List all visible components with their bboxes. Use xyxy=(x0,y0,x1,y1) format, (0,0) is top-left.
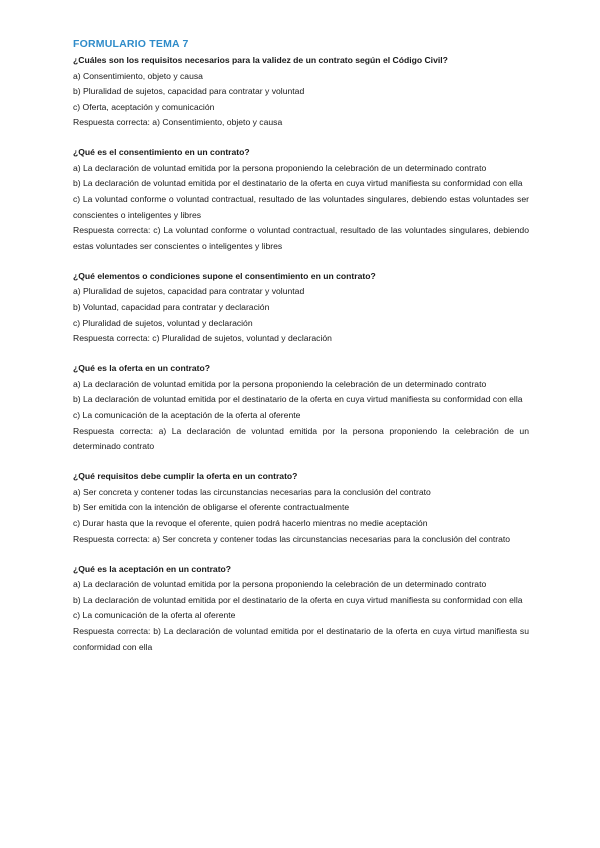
spacer xyxy=(73,547,529,562)
question-block xyxy=(73,145,529,254)
spacer xyxy=(73,455,529,470)
option-a: a) Ser concreta y contener todas las circunstancias necesarias para la conclusión del contrato xyxy=(73,486,431,497)
question-block xyxy=(73,361,529,454)
correct-answer: Respuesta correcta: a) Consentimiento, objeto y causa xyxy=(73,117,283,128)
spacer xyxy=(73,131,529,146)
question-block xyxy=(73,469,529,547)
spacer xyxy=(73,347,529,362)
correct-answer: Respuesta correcta: c) La voluntad conforme o voluntad contractual, resultado de las voluntades singulares, debiendo estas voluntades ser conscientes o inteligentes y libres xyxy=(73,225,529,251)
correct-answer: Respuesta correcta: b) La declaración de voluntad emitida por el destinatario de la oferta en cuya virtud manifiesta su conformidad con ella xyxy=(73,625,529,652)
question-text: ¿Qué es la oferta en un contrato? xyxy=(73,363,211,374)
option-b: b) La declaración de voluntad emitida por el destinatario de la oferta en cuya virtud manifiesta su conformidad con ella xyxy=(73,178,523,189)
option-c: c) Durar hasta que la revoque el oferente, quien podrá hacerlo mientras no medie aceptación xyxy=(73,517,428,528)
correct-answer: Respuesta correcta: c) Pluralidad de sujetos, voluntad y declaración xyxy=(73,333,332,344)
option-b: b) Voluntad, capacidad para contratar y declaración xyxy=(73,302,270,313)
question-text: ¿Qué es la aceptación en un contrato? xyxy=(73,563,232,574)
option-c: c) Pluralidad de sujetos, voluntad y declaración xyxy=(73,317,253,328)
option-b: b) La declaración de voluntad emitida por el destinatario de la oferta en cuya virtud manifiesta su conformidad con ella xyxy=(73,394,523,405)
option-a: a) Consentimiento, objeto y causa xyxy=(73,70,203,81)
option-c: c) La comunicación de la aceptación de la oferta al oferente xyxy=(73,410,301,420)
option-a: a) Pluralidad de sujetos, capacidad para contratar y voluntad xyxy=(73,286,305,297)
question-text: ¿Qué es el consentimiento en un contrato? xyxy=(73,147,250,158)
correct-answer: Respuesta correcta: a) Ser concreta y contener todas las circunstancias necesarias para la conclusión del contrato xyxy=(73,533,511,544)
spacer xyxy=(73,254,529,269)
question-text: ¿Qué requisitos debe cumplir la oferta en un contrato? xyxy=(73,471,298,482)
question-block xyxy=(73,562,529,655)
option-c: c) La voluntad conforme o voluntad contractual, resultado de las voluntades singulares, debiendo estas voluntades ser conscientes o inteligentes y libres xyxy=(73,194,529,220)
option-c: c) Oferta, aceptación y comunicación xyxy=(73,101,215,112)
question-text: ¿Qué elementos o condiciones supone el consentimiento en un contrato? xyxy=(73,270,376,281)
document-title: FORMULARIO TEMA 7 xyxy=(73,38,189,50)
option-c: c) La comunicación de la oferta al oferente xyxy=(73,610,236,621)
correct-answer: Respuesta correcta: a) La declaración de voluntad emitida por la persona proponiendo la celebración de un determinado contrato xyxy=(73,425,529,452)
option-b: b) Ser emitida con la intención de obligarse el oferente contractualmente xyxy=(73,502,350,513)
option-b: b) Pluralidad de sujetos, capacidad para contratar y voluntad xyxy=(73,86,305,97)
question-block xyxy=(73,269,529,347)
option-b: b) La declaración de voluntad emitida por el destinatario de la oferta en cuya virtud manifiesta su conformidad con ella xyxy=(73,594,523,605)
question-text: ¿Cuáles son los requisitos necesarios para la validez de un contrato según el Código Civil? xyxy=(73,55,448,65)
option-a: a) La declaración de voluntad emitida por la persona proponiendo la celebración de un determinado contrato xyxy=(73,579,487,590)
option-a: a) La declaración de voluntad emitida por la persona proponiendo la celebración de un determinado contrato xyxy=(73,378,487,389)
question-block xyxy=(73,53,529,131)
option-a: a) La declaración de voluntad emitida por la persona proponiendo la celebración de un determinado contrato xyxy=(73,162,487,173)
